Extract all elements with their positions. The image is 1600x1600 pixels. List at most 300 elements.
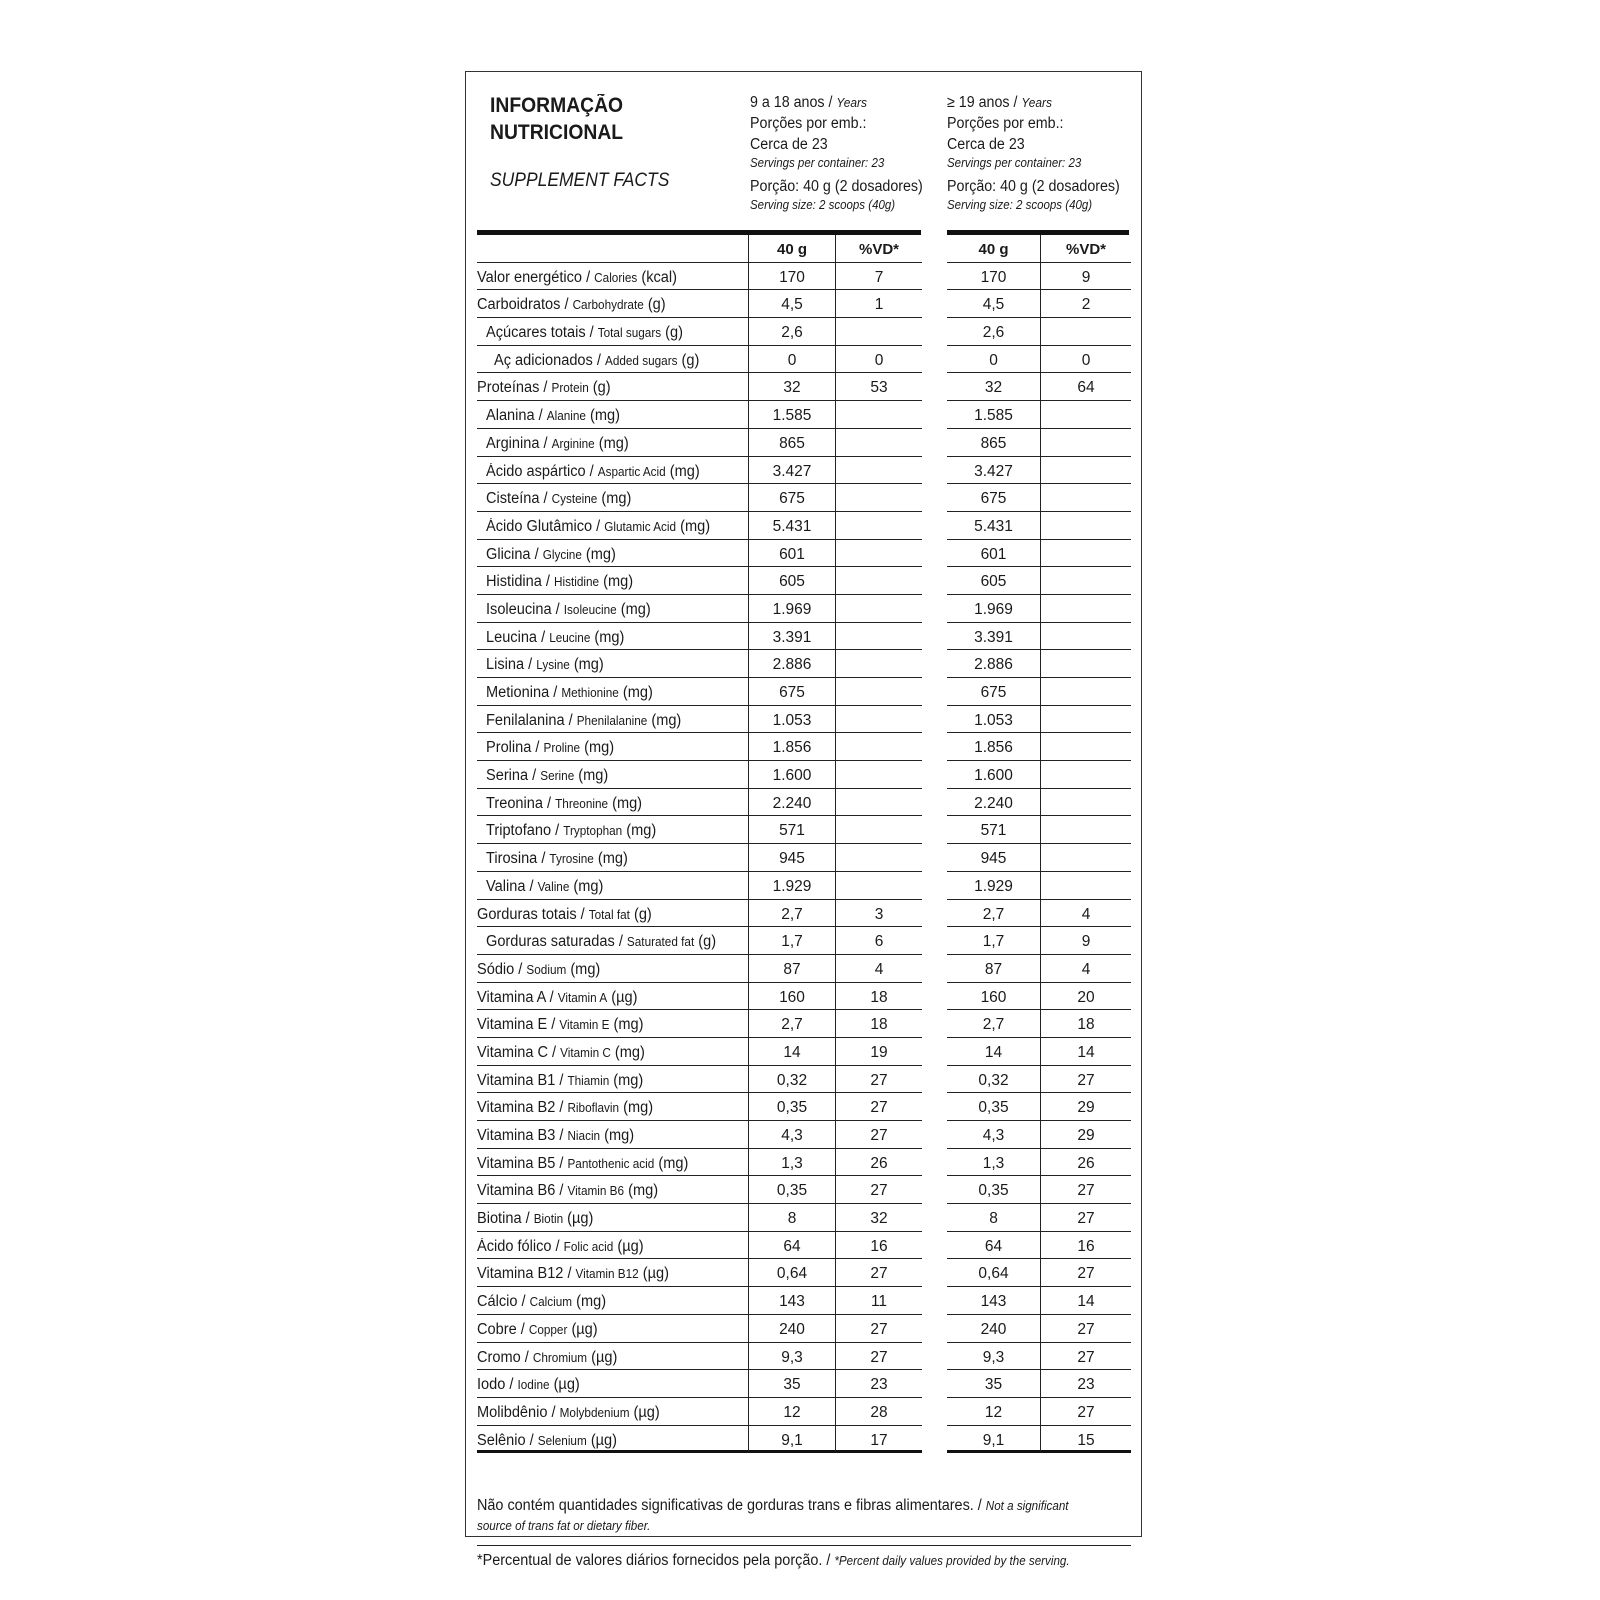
amount-9-18: 14 [748,1038,836,1066]
dv-19-plus [1041,789,1131,817]
table-row [477,1010,1131,1038]
nutrient-label [477,1010,748,1038]
nutrient-name-pt: Treonina / [486,794,552,812]
table-row [477,373,1131,401]
dv-19-plus: 20 [1041,983,1131,1011]
table-row [477,1204,1131,1232]
nutrient-unit: (mg) [613,1071,644,1089]
dv-19-plus: 29 [1041,1093,1131,1121]
nutrient-name-en: Copper [528,1322,568,1337]
amount-19-plus: 1.053 [947,706,1041,734]
table-row [477,1370,1131,1398]
table-row [477,1343,1131,1371]
age-group: 9 a 18 anos / [750,94,833,111]
dv-9-18: 0 [836,346,922,374]
amount-19-plus: 9,3 [947,1343,1041,1371]
panel-subtitle: SUPPLEMENT FACTS [490,170,670,191]
dv-9-18 [836,844,922,872]
nutrient-name-pt: Metionina / [486,684,558,701]
nutrient-name-pt: Vitamina C / [477,1043,557,1061]
nutrient-unit: (mg) [669,462,700,480]
nutrient-name-pt: Ácido Glutâmico / [486,517,601,535]
nutrient-name-pt: Lisina / [486,656,533,674]
nutrient-name-en: Arginine [551,436,595,451]
nutrient-name-en: Selenium [537,1433,587,1448]
title-line-2: NUTRICIONAL [490,121,624,144]
table-row [477,1066,1131,1094]
nutrient-name-en: Molybdenium [559,1405,630,1420]
nutrient-name-pt: Gorduras totais / [477,905,585,923]
dv-9-18: 26 [836,1149,922,1177]
table-row [477,1287,1131,1315]
dv-9-18: 11 [836,1287,922,1315]
nutrient-label [477,512,748,540]
dv-9-18 [836,789,922,817]
nutrient-unit: (mg) [680,517,711,535]
dv-9-18: 27 [836,1259,922,1287]
nutrient-name-pt: Cromo / [477,1348,529,1366]
nutrient-label [477,789,748,817]
servings-en: Servings per container: 23 [750,156,885,170]
nutrient-name-en: Isoleucine [563,602,617,617]
amount-9-18: 240 [748,1315,836,1343]
dv-9-18: 18 [836,1010,922,1038]
nutrient-label [477,1121,748,1149]
nutrient-unit: (mg) [613,1016,644,1034]
nutrient-name-pt: Fenilalanina / [486,711,573,729]
amount-19-plus: 0 [947,346,1041,374]
amount-19-plus: 2.886 [947,650,1041,678]
table-header-row [477,235,1131,263]
amount-9-18: 1,3 [748,1149,836,1177]
amount-9-18: 0 [748,346,836,374]
nutrient-unit: (mg) [651,711,682,729]
nutrient-name-pt: Valina / [486,877,534,895]
dv-19-plus: 0 [1041,346,1131,374]
col-dv-header-2: %VD* [1041,235,1131,263]
amount-9-18: 170 [748,263,836,291]
amount-19-plus: 64 [947,1232,1041,1260]
amount-19-plus: 675 [947,678,1041,706]
nutrient-name-en: Vitamin E [559,1018,610,1033]
dv-19-plus: 15 [1041,1426,1131,1454]
amount-9-18: 601 [748,540,836,568]
nutrient-label [477,733,748,761]
nutrient-unit: (g) [681,351,700,369]
table-row [477,346,1131,374]
amount-9-18: 87 [748,955,836,983]
nutrient-name-en: Biotin [533,1212,564,1227]
table-row [477,789,1131,817]
age-group-en: Years [836,95,868,110]
dv-19-plus [1041,567,1131,595]
nutrient-name-en: Total fat [588,907,630,922]
nutrient-unit: (µg) [633,1403,660,1421]
table-row [477,318,1131,346]
nutrient-name-pt: Glicina / [486,545,539,563]
dv-19-plus [1041,650,1131,678]
nutrient-unit: (mg) [622,684,653,701]
nutrient-name-en: Calories [594,270,638,285]
nutrient-unit: (mg) [620,600,651,618]
amount-19-plus: 601 [947,540,1041,568]
nutrient-label [477,1149,748,1177]
dv-9-18: 6 [836,927,922,955]
dv-19-plus [1041,457,1131,485]
nutrient-name-pt: Gorduras saturadas / [486,933,623,951]
amount-19-plus: 240 [947,1315,1041,1343]
nutrient-name-pt: Vitamina B3 / [477,1127,564,1144]
dv-19-plus: 14 [1041,1287,1131,1315]
dv-19-plus [1041,623,1131,651]
nutrient-unit: (g) [647,296,666,314]
dv-9-18: 32 [836,1204,922,1232]
dv-9-18: 53 [836,373,922,401]
dv-19-plus [1041,706,1131,734]
nutrient-label [477,1287,748,1315]
dv-9-18 [836,401,922,429]
amount-9-18: 143 [748,1287,836,1315]
amount-9-18: 5.431 [748,512,836,540]
nutrient-label [477,567,748,595]
nutrient-name-en: Proline [543,741,581,756]
age-group-en: Years [1021,95,1053,110]
amount-19-plus: 14 [947,1038,1041,1066]
table-row [477,816,1131,844]
amount-19-plus: 35 [947,1370,1041,1398]
dv-9-18 [836,484,922,512]
amount-19-plus: 170 [947,263,1041,291]
nutrient-unit: (µg) [591,1348,618,1366]
table-row [477,983,1131,1011]
amount-19-plus: 2.240 [947,789,1041,817]
servings-value: Cerca de 23 [750,136,828,153]
nutrient-name-en: Saturated fat [626,935,695,950]
amount-19-plus: 2,7 [947,1010,1041,1038]
dv-9-18 [836,512,922,540]
nutrient-unit: (mg) [573,656,604,674]
amount-9-18: 0,32 [748,1066,836,1094]
amount-19-plus: 1.856 [947,733,1041,761]
table-row [477,1038,1131,1066]
amount-9-18: 1.600 [748,761,836,789]
nutrient-label [477,1066,748,1094]
table-row [477,927,1131,955]
amount-9-18: 35 [748,1370,836,1398]
dv-9-18: 4 [836,955,922,983]
amount-19-plus: 605 [947,567,1041,595]
dv-9-18 [836,816,922,844]
nutrient-label [477,346,748,374]
nutrient-label [477,844,748,872]
portion-label: Porção: 40 g (2 dosadores) [947,178,1120,195]
nutrient-unit: (µg) [571,1320,598,1338]
dv-19-plus [1041,484,1131,512]
dv-19-plus [1041,512,1131,540]
dv-19-plus: 23 [1041,1370,1131,1398]
dv-19-plus [1041,540,1131,568]
nutrient-label [477,401,748,429]
dv-9-18 [836,678,922,706]
dv-19-plus [1041,816,1131,844]
nutrient-unit: (mg) [598,434,629,452]
table-row [477,650,1131,678]
panel-title [490,92,623,146]
nutrient-name-pt: Cobre / [477,1320,525,1338]
amount-19-plus: 0,64 [947,1259,1041,1287]
nutrient-unit: (mg) [626,822,657,840]
nutrient-name-pt: Vitamina A / [477,988,554,1006]
nutrient-label [477,1259,748,1287]
footnote-trans-fat-pt: Não contém quantidades significativas de gorduras trans e fibras alimentares. / [477,1497,982,1514]
amount-19-plus: 87 [947,955,1041,983]
nutrient-label [477,1038,748,1066]
dv-19-plus: 18 [1041,1010,1131,1038]
amount-19-plus: 1.929 [947,872,1041,900]
dv-19-plus [1041,733,1131,761]
nutrient-name-en: Alanine [546,409,586,424]
dv-19-plus: 4 [1041,955,1131,983]
nutrient-unit: (g) [633,905,652,923]
nutrient-name-en: Serine [540,769,575,784]
amount-19-plus: 32 [947,373,1041,401]
col-dv-header: %VD* [836,235,922,263]
nutrient-name-en: Thiamin [567,1073,610,1088]
nutrient-name-pt: Vitamina B1 / [477,1071,564,1089]
nutrient-name-pt: Prolina / [486,739,540,757]
dv-9-18: 3 [836,900,922,928]
nutrient-label [477,484,748,512]
portion-en: Serving size: 2 scoops (40g) [947,198,1093,212]
nutrient-unit: (mg) [578,767,609,785]
nutrient-label [477,1176,748,1204]
amount-9-18: 675 [748,484,836,512]
nutrient-unit: (mg) [590,407,620,425]
table-row [477,1121,1131,1149]
table-row [477,1149,1131,1177]
table-row [477,623,1131,651]
dv-19-plus: 27 [1041,1204,1131,1232]
dv-9-18 [836,429,922,457]
footnote-daily-values [477,1552,1114,1570]
nutrient-name-pt: Tirosina / [486,850,546,868]
amount-19-plus: 143 [947,1287,1041,1315]
table-row [477,1093,1131,1121]
nutrient-name-en: Pantothenic acid [567,1156,655,1171]
nutrient-unit: (g) [665,324,683,342]
table-row [477,540,1131,568]
nutrient-unit: (mg) [594,628,625,646]
nutrient-name-en: Carbohydrate [572,298,644,313]
dv-9-18: 7 [836,263,922,291]
nutrient-label [477,623,748,651]
nutrient-name-en: Tryptophan [563,824,623,839]
nutrient-name-pt: Valor energético / [477,268,591,286]
nutrient-label [477,429,748,457]
dv-9-18: 27 [836,1176,922,1204]
dv-19-plus: 27 [1041,1398,1131,1426]
dv-19-plus [1041,678,1131,706]
table-row [477,955,1131,983]
amount-9-18: 1,7 [748,927,836,955]
dv-19-plus [1041,595,1131,623]
nutrient-name-en: Threonine [555,796,609,811]
nutrient-label [477,761,748,789]
dv-19-plus: 27 [1041,1066,1131,1094]
table-row [477,457,1131,485]
footnote-dv-pt: *Percentual de valores diários fornecidos pela porção. / [477,1552,831,1569]
amount-19-plus: 0,35 [947,1093,1041,1121]
portion-label: Porção: 40 g (2 dosadores) [750,178,923,195]
nutrient-unit: (mg) [584,739,615,757]
dv-19-plus [1041,401,1131,429]
amount-9-18: 2.240 [748,789,836,817]
dv-9-18 [836,761,922,789]
amount-9-18: 32 [748,373,836,401]
amount-9-18: 8 [748,1204,836,1232]
amount-19-plus: 4,3 [947,1121,1041,1149]
nutrient-label [477,290,748,318]
amount-9-18: 1.856 [748,733,836,761]
amount-9-18: 0,35 [748,1093,836,1121]
amount-9-18: 2,7 [748,900,836,928]
amount-19-plus: 1,3 [947,1149,1041,1177]
nutrient-unit: (mg) [601,490,632,508]
nutrient-label [477,678,748,706]
nutrient-label [477,816,748,844]
nutrient-unit: (µg) [553,1376,580,1394]
table-row [477,1259,1131,1287]
table-row [477,1398,1131,1426]
amount-19-plus: 1,7 [947,927,1041,955]
nutrient-name-pt: Açúcares totais / [486,324,594,342]
nutrient-name-pt: Vitamina B12 / [477,1265,572,1283]
dv-19-plus [1041,761,1131,789]
nutrient-label [477,263,748,291]
nutrient-label [477,1204,748,1232]
nutrient-unit: (mg) [612,794,643,812]
nutrient-name-en: Vitamin B12 [575,1267,639,1282]
nutrient-unit: (mg) [597,850,628,868]
nutrient-name-en: Niacin [567,1129,601,1143]
dv-9-18: 1 [836,290,922,318]
amount-19-plus: 0,32 [947,1066,1041,1094]
dv-9-18 [836,457,922,485]
amount-19-plus: 8 [947,1204,1041,1232]
nutrient-label [477,927,748,955]
amount-9-18: 675 [748,678,836,706]
dv-19-plus: 16 [1041,1232,1131,1260]
dv-19-plus [1041,844,1131,872]
nutrient-label [477,1093,748,1121]
dv-19-plus: 27 [1041,1315,1131,1343]
nutrient-name-pt: Leucina / [486,628,546,646]
amount-19-plus: 160 [947,983,1041,1011]
amount-9-18: 9,3 [748,1343,836,1371]
table-row [477,844,1131,872]
nutrient-unit: (µg) [611,988,638,1006]
dv-19-plus: 9 [1041,927,1131,955]
amount-19-plus: 1.585 [947,401,1041,429]
nutrient-label [477,706,748,734]
nutrient-name-en: Folic acid [563,1239,614,1254]
servings-label: Porções por emb.: [750,115,867,132]
nutrient-name-en: Total sugars [597,326,662,341]
nutrient-name-en: Cysteine [551,492,598,507]
nutrient-name-pt: Arginina / [486,434,548,452]
nutrient-label [477,983,748,1011]
nutrient-name-en: Vitamin B6 [567,1184,625,1199]
amount-19-plus: 1.969 [947,595,1041,623]
nutrient-unit: (g) [698,933,717,951]
amount-9-18: 0,64 [748,1259,836,1287]
nutrient-name-en: Lysine [536,658,570,673]
footnote-trans-fat [477,1496,1131,1536]
nutrient-name-en: Glycine [542,547,582,562]
amount-9-18: 865 [748,429,836,457]
amount-9-18: 4,5 [748,290,836,318]
amount-19-plus: 12 [947,1398,1041,1426]
nutrient-label [477,1343,748,1371]
nutrient-name-pt: Iodo / [477,1376,514,1394]
amount-9-18: 0,35 [748,1176,836,1204]
nutrient-name-pt: Selênio / [477,1431,534,1449]
nutrient-name-en: Histidine [554,575,600,590]
dv-19-plus [1041,318,1131,346]
nutrient-label [477,318,748,346]
nutrient-unit: (mg) [576,1293,607,1311]
table-row [477,761,1131,789]
nutrient-label [477,373,748,401]
nutrient-name-en: Methionine [561,686,619,700]
nutrient-unit: (µg) [617,1237,644,1255]
footnote-dv-en: *Percent daily values provided by the serving. [834,1554,1070,1568]
dv-9-18 [836,706,922,734]
amount-19-plus: 1.600 [947,761,1041,789]
table-row [477,1232,1131,1260]
table-row [477,1315,1131,1343]
amount-9-18: 571 [748,816,836,844]
nutrient-name-pt: Ácido fólico / [477,1237,560,1255]
nutrient-name-pt: Molibdênio / [477,1403,556,1421]
amount-9-18: 3.427 [748,457,836,485]
age-group: ≥ 19 anos / [947,94,1018,111]
nutrient-name-pt: Histidina / [486,573,550,591]
dv-19-plus: 27 [1041,1259,1131,1287]
nutrient-name-pt: Sódio / [477,960,523,978]
nutrient-name-en: Phenilalanine [576,713,648,728]
nutrient-label [477,900,748,928]
dv-19-plus: 27 [1041,1343,1131,1371]
nutrient-name-en: Added sugars [604,353,678,368]
nutrient-name-en: Calcium [529,1295,573,1310]
amount-9-18: 160 [748,983,836,1011]
amount-19-plus: 3.427 [947,457,1041,485]
amount-9-18: 945 [748,844,836,872]
table-row [477,733,1131,761]
nutrient-unit: (mg) [603,573,634,591]
nutrient-name-pt: Biotina / [477,1210,530,1228]
nutrient-label [477,540,748,568]
dv-9-18: 27 [836,1066,922,1094]
nutrient-name-pt: Vitamina B5 / [477,1154,564,1172]
dv-19-plus: 14 [1041,1038,1131,1066]
nutrient-name-en: Chromium [532,1350,588,1365]
nutrient-name-en: Leucine [549,630,591,645]
nutrient-name-pt: Isoleucina / [486,600,560,618]
dv-19-plus: 9 [1041,263,1131,291]
dv-9-18: 23 [836,1370,922,1398]
